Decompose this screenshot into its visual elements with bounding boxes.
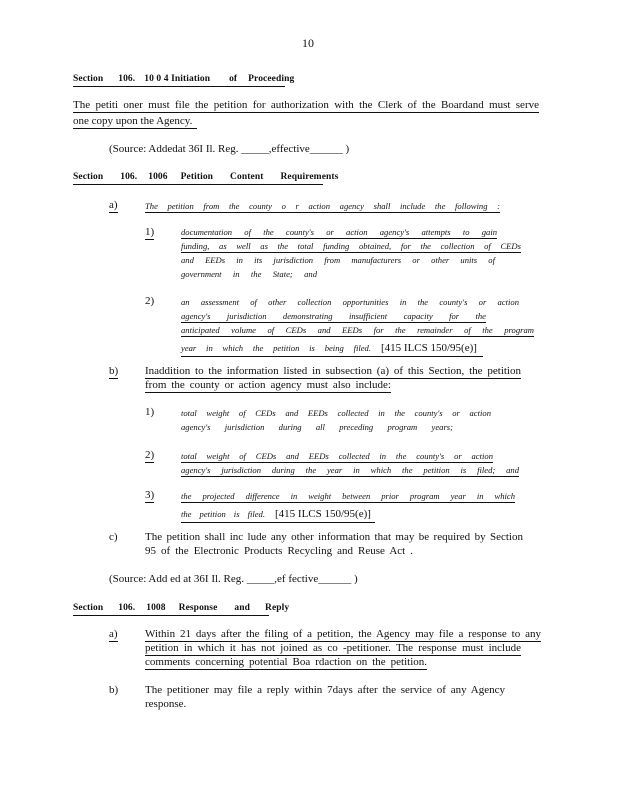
- s1004-source: (Source: Addedat 36I Il. Reg. _____,effective______ ): [109, 143, 350, 155]
- heading-word: Reply: [264, 603, 290, 613]
- section-1008-heading: [73, 603, 290, 616]
- b2-line: agency's jurisdiction during the year in which the petition is filed; and: [181, 465, 519, 475]
- c-line: The petition shall inc lude any other information that may be required by Section: [145, 531, 523, 543]
- item-label-b2: 2): [145, 449, 155, 461]
- item-label-b1: 1): [145, 406, 155, 418]
- item-label-b3: 3): [145, 489, 155, 501]
- s1008-a-line: petition in which it has not joined as co -petitioner. The response must include: [145, 642, 521, 654]
- item-label-c: c): [109, 531, 118, 543]
- b-line: from the county or action agency must also include:: [145, 379, 391, 391]
- b3-line: the projected difference in weight between prior program year in which: [181, 491, 515, 501]
- page-number: 10: [302, 36, 314, 50]
- a2-line: an assessment of other collection opportunities in the county's or action: [181, 297, 519, 307]
- a2-line: year in which the petition is being filed.: [181, 343, 371, 353]
- s1008-b-line: The petitioner may file a reply within 7days after the service of any Agency: [145, 684, 505, 696]
- s1004-line-1: The petiti oner must file the petition for authorization with the Clerk of the Boardand must serve: [73, 99, 539, 111]
- a1-line: government in the State; and: [181, 269, 317, 279]
- heading-word: 1008: [146, 603, 166, 613]
- heading-word: Requirements: [280, 172, 339, 182]
- item-label-a1: 1): [145, 226, 155, 238]
- heading-word: 106.: [118, 74, 136, 84]
- c-line: 95 of the Electronic Products Recycling and Reuse Act .: [145, 545, 413, 557]
- b-line: Inaddition to the information listed in subsection (a) of this Section, the petition: [145, 365, 521, 377]
- b1-line: total weight of CEDs and EEDs collected in the county's or action: [181, 408, 491, 418]
- heading-word: Content: [230, 172, 264, 182]
- a1-line: and EEDs in its jurisdiction from manufacturers or other units of: [181, 255, 495, 265]
- heading-word: 106.: [120, 172, 138, 182]
- item-label-a: a): [109, 628, 118, 640]
- a2-line: anticipated volume of CEDs and EEDs for the remainder of the program: [181, 325, 534, 335]
- heading-word: Petition: [180, 172, 214, 182]
- s1008-b-line: response.: [145, 698, 187, 710]
- heading-word: 106.: [118, 603, 136, 613]
- heading-word: Initiation: [171, 74, 211, 84]
- heading-word: 1006: [148, 172, 168, 182]
- a1-line: documentation of the county's or action agency's attempts to gain: [181, 227, 497, 237]
- citation: [415 ILCS 150/95(e)]: [381, 342, 477, 354]
- heading-word: Section: [73, 172, 104, 182]
- heading-word: of: [229, 74, 238, 84]
- heading-word: 10 0 4: [144, 74, 169, 84]
- s1008-a-line: comments concerning potential Boa rdaction on the petition.: [145, 656, 427, 668]
- item-label-b: b): [109, 684, 119, 696]
- a1-line: funding, as well as the total funding obtained, for the collection of CEDs: [181, 241, 521, 251]
- heading-word: Response: [178, 603, 218, 613]
- b1-line: agency's jurisdiction during all preceding program years;: [181, 422, 453, 432]
- b3-line: the petition is filed.: [181, 509, 265, 519]
- heading-word: Proceeding: [248, 74, 295, 84]
- item-label-a: a): [109, 199, 118, 211]
- section-1004-heading: [73, 74, 295, 87]
- a2-line: agency's jurisdiction demonstrating insufficient capacity for the: [181, 311, 486, 321]
- a2-last-line: [181, 339, 483, 357]
- citation: [415 ILCS 150/95(e)]: [275, 508, 371, 520]
- b3-last-line: [181, 505, 375, 523]
- heading-word: Section: [73, 74, 104, 84]
- s1008-a-line: Within 21 days after the filing of a petition, the Agency may file a response to any: [145, 628, 541, 640]
- heading-word: Section: [73, 603, 104, 613]
- section-1006-heading: [73, 172, 339, 185]
- heading-word: and: [234, 603, 251, 613]
- item-label-a2: 2): [145, 295, 155, 307]
- item-label-b: b): [109, 365, 119, 377]
- s1006-source: (Source: Add ed at 36I Il. Reg. _____,ef fective______ ): [109, 573, 358, 585]
- s1004-line-2: one copy upon the Agency.: [73, 116, 197, 129]
- b2-line: total weight of CEDs and EEDs collected in the county's or action: [181, 451, 493, 461]
- s1006-a-text: The petition from the county o r action agency shall include the following :: [145, 201, 500, 211]
